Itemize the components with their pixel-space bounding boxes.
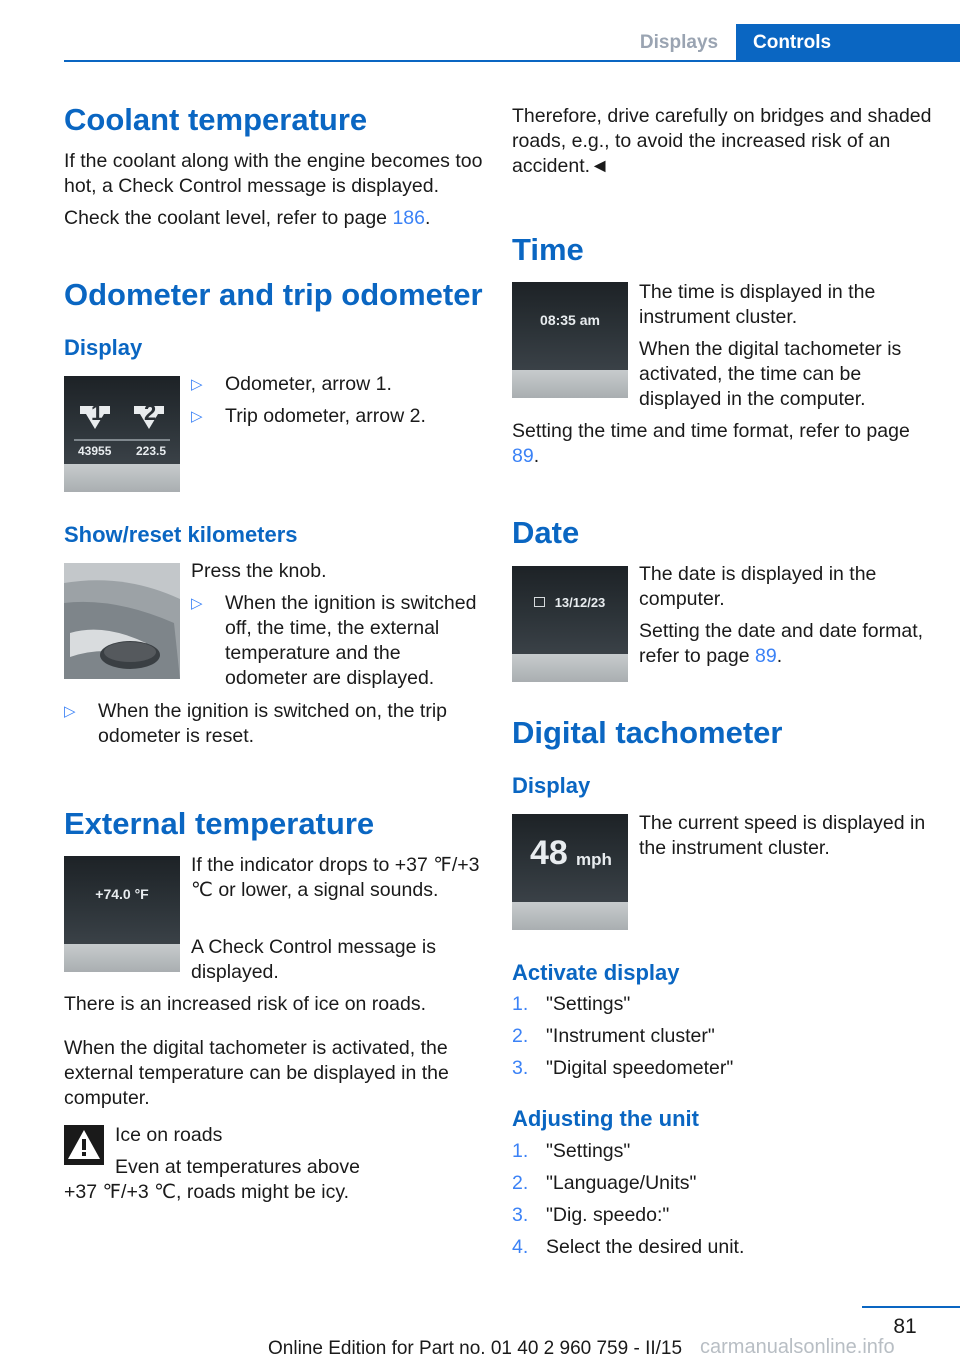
- external-temp-p1: If the indicator drops to +37 ℉/+3 ℃ or lower, a signal sounds.: [191, 854, 480, 901]
- time-readout: 08:35 am: [540, 312, 600, 328]
- arrow-2-label: 2: [144, 400, 157, 425]
- digital-p1: The current speed is displayed in the instrument cluster.: [639, 812, 926, 859]
- watermark: carmanualsonline.info: [700, 1336, 895, 1358]
- ignition-on-bullet: ▷ When the ignition is switched on, the trip odometer is reset.: [64, 700, 448, 747]
- odometer-bullet-1: ▷ Odometer, arrow 1.: [191, 373, 392, 395]
- speed-number: 48: [530, 834, 568, 872]
- odometer-bullet-2: ▷ Trip odometer, arrow 2.: [191, 405, 426, 427]
- date-title: Date: [512, 515, 580, 550]
- ignition-off-bullet: ▷ When the ignition is switched off, the time, the external temperature and the odometer are displayed.: [191, 592, 477, 689]
- speed-unit: mph: [576, 850, 612, 869]
- arrow-1-label: 1: [91, 400, 104, 425]
- coolant-refer: Check the coolant level, refer to page 186.: [64, 207, 431, 229]
- activate-step-1: 1. "Settings": [512, 993, 631, 1015]
- trip-value: 223.5: [136, 444, 167, 458]
- odometer-display-heading: Display: [64, 335, 143, 360]
- activate-step-2: 2. "Instrument cluster": [512, 1025, 715, 1047]
- warning-title: Ice on roads: [115, 1124, 223, 1146]
- digital-tach-title: Digital tachometer: [512, 715, 783, 750]
- footer-rule: [862, 1306, 960, 1308]
- unit-step-2: 2. "Language/Units": [512, 1172, 697, 1194]
- coolant-text: If the coolant along with the engine becomes too hot, a Check Control message is displayed.: [64, 150, 483, 197]
- knob-image: [64, 563, 180, 679]
- external-temp-image: [64, 856, 180, 972]
- time-p1: The time is displayed in the instrument cluster.: [639, 281, 876, 328]
- footer-edition: Online Edition for Part no. 01 40 2 960 759 - II/15: [268, 1338, 683, 1359]
- date-refer: Setting the date and date format, refer to page 89.: [639, 620, 924, 667]
- external-temp-p3: There is an increased risk of ice on roads.: [64, 993, 427, 1015]
- odometer-value: 43955: [78, 444, 112, 458]
- time-page-link[interactable]: 89: [512, 445, 534, 467]
- unit-step-3: 3. "Dig. speedo:": [512, 1204, 670, 1226]
- warning-line-2: +37 ℉/+3 ℃, roads might be icy.: [64, 1181, 350, 1203]
- coolant-page-link[interactable]: 186: [392, 207, 425, 229]
- warning-icon: [64, 1125, 104, 1165]
- date-p1: The date is displayed in the computer.: [639, 563, 877, 610]
- adjust-unit-heading: Adjusting the unit: [512, 1106, 699, 1131]
- warning-line-1: Even at temperatures above: [115, 1156, 360, 1178]
- unit-step-1: 1. "Settings": [512, 1140, 631, 1162]
- external-temp-p4: When the digital tachometer is activated, the external temperature can be displayed in the computer.: [64, 1037, 449, 1109]
- date-image: [512, 566, 628, 682]
- odometer-display-image: [64, 376, 180, 492]
- speed-image: [512, 814, 628, 930]
- time-image: [512, 282, 628, 398]
- time-refer: Setting the time and time format, refer to page 89.: [512, 420, 910, 467]
- activate-step-3: 3. "Digital speedometer": [512, 1057, 734, 1079]
- odometer-title: Odometer and trip odometer: [64, 277, 483, 312]
- tab-controls[interactable]: Controls: [736, 24, 960, 62]
- date-readout: 13/12/23: [554, 595, 606, 610]
- digital-display-heading: Display: [512, 773, 591, 798]
- time-title: Time: [512, 232, 584, 267]
- tab-displays[interactable]: Displays: [622, 24, 736, 62]
- date-page-link[interactable]: 89: [755, 645, 777, 667]
- unit-step-4: 4. Select the desired unit.: [512, 1236, 745, 1258]
- external-temp-readout: +74.0 °F: [95, 886, 149, 902]
- activate-display-heading: Activate display: [512, 960, 680, 985]
- page-number: 81: [893, 1315, 917, 1338]
- external-temp-title: External temperature: [64, 806, 375, 841]
- header-rule: [64, 60, 960, 62]
- press-knob-text: Press the knob.: [191, 560, 327, 582]
- time-p2: When the digital tachometer is activated, the time can be displayed in the computer.: [639, 338, 902, 410]
- external-temp-p2: A Check Control message is displayed.: [191, 936, 436, 983]
- show-reset-heading: Show/reset kilometers: [64, 522, 298, 547]
- coolant-title: Coolant temperature: [64, 102, 368, 137]
- right-intro-text: Therefore, drive carefully on bridges and shaded roads, e.g., to avoid the increased risk of an accident.◄: [512, 105, 932, 177]
